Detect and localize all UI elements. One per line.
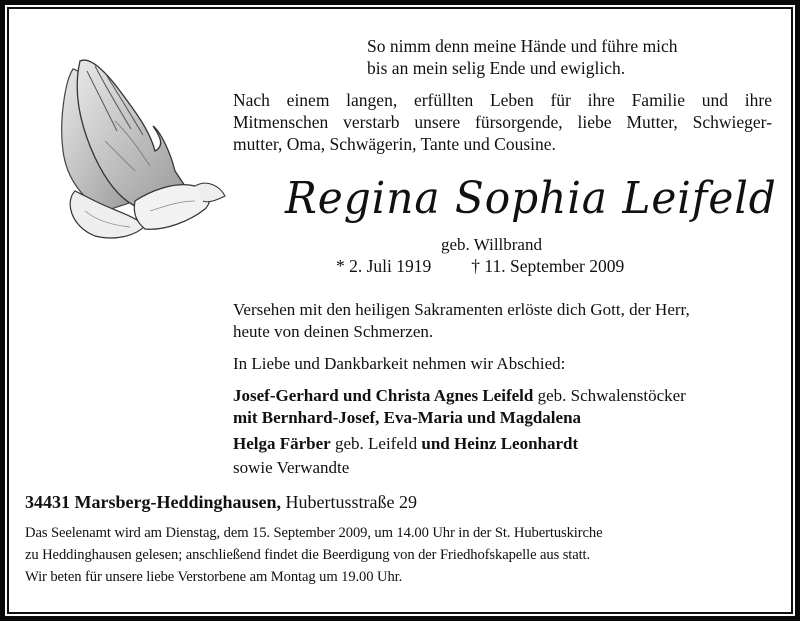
- service-notice: [25, 522, 602, 588]
- mourner-names: mit Bernhard-Josef, Eva-Maria und Magdalena: [233, 408, 582, 427]
- intro-line-1: Nach einem langen, erfüllten Leben für ihre Familie und ihre: [233, 90, 772, 110]
- mourner-nee: geb. Schwalenstöcker: [533, 386, 686, 405]
- mourner-row: [233, 385, 686, 407]
- obituary-notice: [9, 9, 791, 612]
- farewell-line: In Liebe und Dankbarkeit nehmen wir Abschied:: [233, 354, 566, 373]
- intro-line-2: Mitmenschen verstarb unsere fürsorgende, liebe Mutter, Schwieger-: [233, 112, 772, 132]
- relatives-line: sowie Verwandte: [233, 458, 350, 477]
- address-street: Hubertusstraße 29: [281, 492, 417, 512]
- mourner-row: [233, 457, 686, 479]
- mourners-list: [233, 385, 686, 479]
- mourner-nee: geb. Leifeld: [330, 434, 422, 453]
- death-date: † 11. September 2009: [471, 256, 625, 276]
- intro-line-3: mutter, Oma, Schwägerin, Tante und Cousine.: [233, 134, 556, 154]
- mourner-partner: und Heinz Leonhardt: [421, 434, 579, 453]
- verse: [367, 35, 678, 79]
- birth-date: * 2. Juli 1919: [336, 256, 432, 276]
- address-place: 34431 Marsberg-Heddinghausen,: [25, 492, 282, 512]
- notice-line-1: Das Seelenamt wird am Dienstag, dem 15. September 2009, um 14.00 Uhr in der St. Hubertuskirche: [25, 525, 603, 541]
- notice-line-3: Wir beten für unsere liebe Verstorbene am Montag um 19.00 Uhr.: [25, 569, 403, 585]
- intro-paragraph: [233, 89, 772, 155]
- deceased-name: Regina Sophia Leifeld: [285, 173, 777, 224]
- praying-hands-icon: [35, 51, 235, 251]
- life-dates: [336, 256, 624, 276]
- maiden-name: geb. Willbrand: [441, 235, 542, 254]
- mourner-row: [233, 433, 686, 455]
- verse-line-2: bis an mein selig Ende und ewiglich.: [367, 58, 626, 78]
- mourner-row: [233, 407, 686, 429]
- verse-line-1: So nimm denn meine Hände und führe mich: [367, 36, 678, 56]
- sacrament-paragraph: [233, 299, 690, 343]
- sacrament-line-1: Versehen mit den heiligen Sakramenten erlöste dich Gott, der Herr,: [233, 300, 690, 319]
- notice-line-2: zu Heddinghausen gelesen; anschließend findet die Beerdigung von der Friedhofskapelle aus statt.: [25, 547, 591, 563]
- mourner-names: Josef-Gerhard und Christa Agnes Leifeld: [233, 386, 534, 405]
- mourner-names: Helga Färber: [233, 434, 331, 453]
- address: [25, 492, 417, 512]
- sacrament-line-2: heute von deinen Schmerzen.: [233, 322, 434, 341]
